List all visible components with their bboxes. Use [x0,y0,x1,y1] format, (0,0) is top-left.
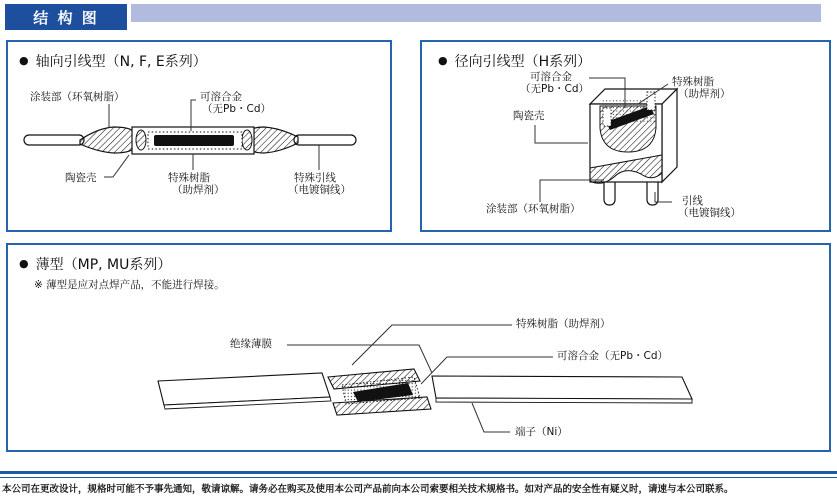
radial-type-box [420,40,831,232]
footer-disclaimer: 本公司在更改设计，规格时可能不予事先通知，敬请谅解。请务必在购买及使用本公司产品前向本公司索要相关技术规格书。如对产品的安全性有疑义时，请速与本公司联系。 [2,484,734,495]
axial-box-title: ● 轴向引线型（N, F, E系列） [19,54,207,70]
ceramic-leader-line [104,155,129,177]
label-lead-2: （电镀铜线） [678,207,741,219]
bullet-icon: ● [19,54,29,67]
left-end-seal [136,130,146,150]
label-coating: 涂装部（环氧树脂） [30,91,125,103]
label-film: 绝缘薄膜 [230,338,272,350]
thin-fuse-diagram [8,245,829,450]
label-alloy-2: （无Pb・Cd） [520,83,589,95]
label-terminal: 端子（Ni） [515,426,568,438]
coating-leader-line [540,180,604,202]
right-end-seal [242,130,252,150]
thin-type-box [6,243,831,452]
label-alloy-1: 可溶合金 [200,91,242,103]
thin-box-title: ● 薄型（MP, MU系列） [19,257,172,273]
label-alloy-2: （无Pb・Cd） [202,103,271,115]
radial-box-title: ● 径向引线型（H系列） [438,54,592,70]
label-resin-1: 特殊树脂 [168,172,210,184]
bullet-icon: ● [438,54,448,67]
right-coating-cone [248,127,298,153]
label-ceramic: 陶瓷壳 [513,110,545,122]
label-resin-1: 特殊树脂 [672,76,714,88]
label-resin-2: （助焊剂） [678,88,731,100]
footer-rule-thick [0,471,837,474]
thin-box-note: ※ 薄型是应对点焊产品，不能进行焊接。 [34,279,225,291]
label-lead-1: 引线 [682,195,703,207]
radial-fuse-diagram [422,42,829,230]
inner-post-left [603,108,611,126]
right-lead-wire [294,135,356,145]
right-terminal [432,376,692,399]
right-terminal-edge [436,398,692,403]
inner-post-right [647,92,655,110]
footer-rule-thin [0,477,837,478]
title-accent-bar [131,4,821,22]
label-ceramic: 陶瓷壳 [65,172,97,184]
left-coating-cone [80,127,134,153]
label-alloy-1: 可溶合金 [530,71,572,83]
page-title: 结 构 图 [5,4,127,30]
label-coating: 涂装部（环氧树脂） [486,203,581,215]
case-side-face [662,89,677,182]
label-alloy: 可溶合金（无Pb・Cd） [557,350,668,362]
label-resin: 特殊树脂（助焊剂） [516,318,611,330]
label-lead-2: （电镀铜线） [288,184,351,196]
left-lead-wire [24,135,84,145]
bullet-icon: ● [19,257,29,270]
fusible-alloy-bar [154,135,234,146]
label-lead-1: 特殊引线 [294,172,336,184]
label-resin-2: （助焊剂） [172,184,225,196]
alloy-leader-line [191,100,196,131]
terminal-leader-line [472,403,510,432]
axial-type-box [6,40,392,232]
axial-fuse-diagram [8,42,390,230]
ceramic-leader-line [535,125,588,143]
